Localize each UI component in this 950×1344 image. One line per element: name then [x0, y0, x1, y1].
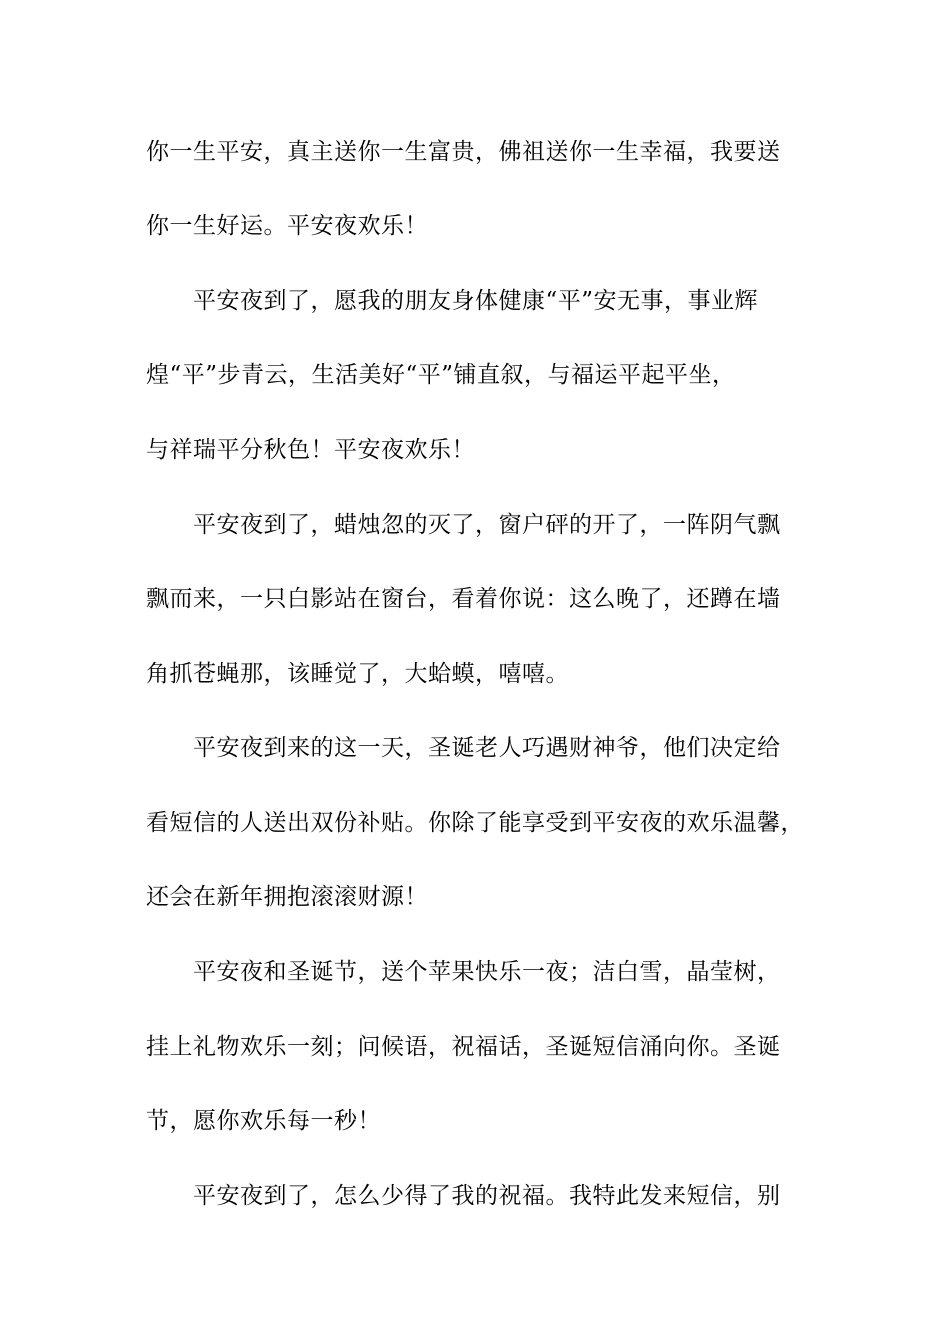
text-line: 还会在新年拥抱滚滚财源！ [146, 884, 428, 910]
text-line: 你一生好运。平安夜欢乐！ [146, 213, 428, 239]
text-line: 煌“平”步青云，生活美好“平”铺直叙，与福运平起平坐， [146, 362, 736, 388]
text-line: 挂上礼物欢乐一刻；问候语，祝福话，圣诞短信涌向你。圣诞 [146, 1034, 781, 1060]
paragraph-first-line: 平安夜到了，愿我的朋友身体健康“平”安无事，事业辉 [193, 288, 759, 314]
text-line: 飘而来，一只白影站在窗台，看着你说：这么晚了，还蹲在墙 [146, 586, 781, 612]
text-line: 角抓苍蝇那，该睡觉了，大蛤蟆，嘻嘻。 [146, 661, 569, 687]
paragraph-first-line: 平安夜到了，蜡烛忽的灭了，窗户砰的开了，一阵阴气飘 [193, 512, 781, 538]
text-line: 你一生平安，真主送你一生富贵，佛祖送你一生幸福，我要送 [146, 139, 781, 165]
paragraph-first-line: 平安夜到了，怎么少得了我的祝福。我特此发来短信，别 [193, 1183, 781, 1209]
text-line: 与祥瑞平分秋色！平安夜欢乐！ [146, 437, 475, 463]
paragraph-first-line: 平安夜和圣诞节，送个苹果快乐一夜；洁白雪，晶莹树， [193, 959, 781, 985]
text-line: 节，愿你欢乐每一秒！ [146, 1108, 381, 1134]
paragraph-first-line: 平安夜到来的这一天，圣诞老人巧遇财神爷，他们决定给 [193, 735, 781, 761]
text-line: 看短信的人送出双份补贴。你除了能享受到平安夜的欢乐温馨， [146, 810, 804, 836]
